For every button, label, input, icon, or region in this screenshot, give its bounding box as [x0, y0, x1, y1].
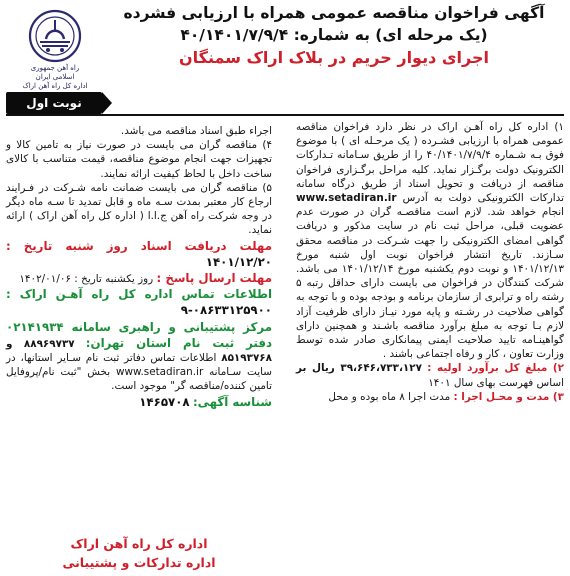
duration-value: مدت اجرا ۸ ماه بوده و محل	[328, 390, 451, 403]
support-phones: ۸۸۹۶۹۷۳۷ و ۸۵۱۹۳۷۶۸	[6, 337, 272, 365]
estimate-tail: اساس فهرست بهای سال ۱۴۰۱	[428, 376, 564, 389]
duration-label: ۳) مدت و محـل اجرا :	[453, 390, 564, 403]
clause-1	[296, 120, 564, 361]
support-center	[6, 319, 272, 394]
header-divider	[6, 114, 564, 116]
notice-headline	[104, 2, 564, 70]
submit-deadline	[6, 270, 272, 286]
rai-logo	[6, 8, 104, 104]
clause-4: ۴) مناقصه گران می بایست در صورت نیاز به تامین کالا و تجهیزات جهت انجام موضوع مناقصه، قیمت متناسب با کالای ساخت داخل با لحاظ کیفیت ارائه نمایند.	[6, 139, 272, 180]
headline-line-1: آگهی فراخوان مناقصه عمومی همراه با ارزیابی فشرده	[123, 4, 545, 22]
clause-1-text: ۱) اداره کل راه آهـن اراک در نظر دارد فراخوان مناقصه عمومی همراه با ارزیابی فشـرده ( یک مرحـله ای ) با موضوع فوق بـه شـماره ۴۰/۱۴۰۱/۷/۹/۴ را از طریق سـامانه تـدارکات الکترونیک دولت برگـزار نماید. کلیه مراحل برگـزاری فراخوان مناقصه از دریافت و تحویل اسناد از طریق درگاه سامانه تدارکات الکترونیکی دولت به آدرس	[296, 121, 564, 205]
ad-id-value: ۱۴۶۵۷۰۸	[139, 394, 190, 409]
signature-line-2: اداره تدارکات و پشتیبانی	[62, 555, 216, 570]
clause-2	[296, 361, 564, 389]
round-badge: نوبت اول	[6, 92, 102, 114]
issuer-signature	[6, 534, 272, 572]
ad-identifier	[6, 394, 272, 410]
docs-deadline-value: ۱۴۰۱/۱۲/۲۰	[205, 254, 272, 269]
docs-deadline-label: مهلت دریافت اسناد روز شنبه تاریخ :	[6, 238, 272, 253]
support-label: مرکز پشتیبانی و راهبری سامانه ۰۲۱۴۱۹۳۴ دفتر ثبت نام استان تهران:	[6, 319, 272, 350]
clause-5: ۵) مناقصه گران می بایست ضمانت نامه شـرکت در فـرایند ارجاع کار معتبر بمدت سـه ماه و قابل تمدید تا سـه ماه دیگر در وجه شرکت راه آهن ج.ا.ا ( اداره کل راه آهن اراک ) ارائه نماید.	[6, 181, 272, 237]
headline-line-2: (یک مرحله ای) به شماره: ۴۰/۱۴۰۱/۷/۹/۴	[180, 26, 488, 44]
right-column	[296, 120, 564, 404]
clause-3-tail: اجراء طبق اسناد مناقصه می باشد.	[120, 125, 272, 137]
website-link[interactable]: www.setadiran.ir	[296, 192, 397, 205]
submit-deadline-value: روز یکشنبه تاریخ : ۱۴۰۲/۰۱/۰۶	[19, 273, 154, 286]
project-title: اجرای دیوار حریم در بلاک اراک سمنگان	[178, 48, 489, 67]
left-column	[6, 124, 272, 410]
estimate-label: ۲) مبلغ کل برآورد اولیه :	[427, 362, 564, 375]
docs-deadline	[6, 238, 272, 270]
contact-label: اطلاعات تماس اداره کل راه آهـن اراک :	[6, 287, 272, 302]
logo-text-2: اسلامی ایران	[35, 73, 75, 81]
contact-phone: ۰۸۶۳۳۱۲۵۹۰۰-۹	[180, 303, 272, 318]
ad-id-label: شناسه آگهی:	[192, 394, 272, 409]
signature-line-1: اداره کل راه آهن اراک	[70, 536, 208, 551]
logo-text-1: راه آهن جمهوری	[30, 64, 80, 72]
logo-text-3: اداره کل راه آهن اراک	[22, 82, 88, 90]
clause-3	[296, 390, 564, 404]
railway-emblem-icon	[24, 8, 86, 64]
support-tail: اطلاعات تماس دفاتر ثبت نام سـایر استانها، در سایت سـامانه www.setadiran.ir بخش "ثبت نام/پروفایل تامین کننده/مناقصه گر" موجود است.	[6, 352, 273, 393]
estimate-value: ۳۹،۶۴۶،۷۳۳،۱۲۷ ریال بر	[296, 362, 422, 375]
contact-info	[6, 286, 272, 318]
submit-deadline-label: مهلت ارسال پاسخ :	[156, 271, 272, 286]
clause-1-tail: انجام خواهد شد. لازم است مناقصـه گران در صورت عدم عضویت قبلی، مراحل ثبت نام در سایت مذکور و دریافت گواهی امضای الکترونیکی را جهت شـرکت در مناقصه محقق سـازند. تاریخ انتشار فراخوان نوبت اول شنبه مورخ ۱۴۰۱/۱۲/۱۳ و نوبت دوم یکشنبه مورخ ۱۴۰۱/۱۲/۱۴ می باشد. شرکت کنندگان در فراخوان می بایست دارای حداقل رتبه ۵ رشته راه و ترابری از سازمان برنامه و بودجه بوده و با توجه به گواهی صلاحیت در رشـته و پایه مورد نیـاز دارای ظرفیت آزاد لازم بـا توجه به مبلغ برآورد مناقصه باشـند و همچنین دارای گواهینـامه تایید صلاحیت ایمنی پیمانکاری صادر شده توسط وزارت تعاون ، کار و رفاه اجتماعی باشند .	[296, 206, 565, 361]
